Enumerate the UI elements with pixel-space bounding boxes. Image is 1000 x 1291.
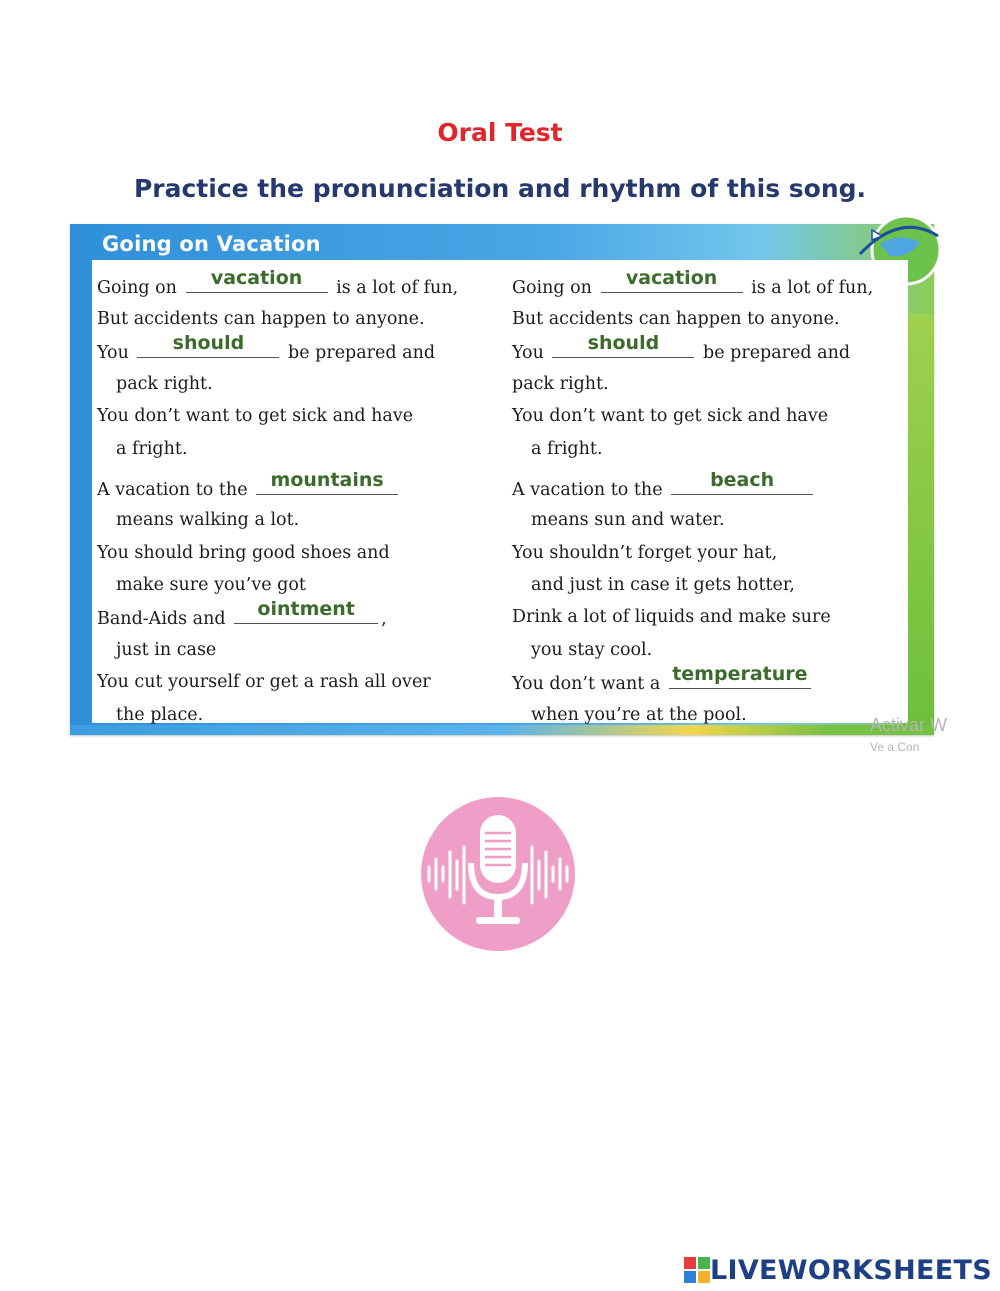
lyric-line: a fright. (116, 439, 188, 459)
answer-blank[interactable] (256, 469, 398, 495)
answer-blank[interactable] (234, 598, 378, 624)
answer-blank[interactable] (671, 469, 813, 495)
lyric-line: a fright. (531, 439, 603, 459)
liveworksheets-logo (684, 1250, 992, 1290)
lyric-line: You cut yourself or get a rash all over (97, 672, 431, 692)
song-panel (70, 224, 948, 754)
answer-text: beach (710, 469, 775, 491)
answer-text: mountains (270, 469, 384, 491)
answer-blank[interactable] (552, 332, 694, 358)
lyric-line: You don’t want to get sick and have (97, 406, 414, 426)
lyric-line: when you’re at the pool. (531, 705, 747, 725)
answer-blank[interactable] (186, 267, 328, 293)
answer-text: temperature (672, 663, 808, 685)
lyric-line: pack right. (116, 374, 213, 394)
lyric-line: You should bring good shoes and (97, 543, 390, 563)
lyric-line: You don’t want to get sick and have (512, 406, 829, 426)
lyric-line: Band-Aids and ointment , (97, 598, 387, 629)
watermark-subtext: Ve a Con (870, 740, 920, 754)
lyric-line: Going on vacation is a lot of fun, (512, 267, 874, 298)
song-lyrics (92, 260, 948, 754)
microphone-record-icon[interactable] (419, 797, 577, 951)
answer-text: should (587, 332, 660, 354)
logo-icon (684, 1257, 710, 1283)
lyric-line: A vacation to the mountains (97, 476, 401, 500)
lyric-line: Going on vacation is a lot of fun, (97, 267, 459, 298)
lyric-line: make sure you’ve got (116, 575, 306, 595)
page-title: Oral Test (437, 118, 563, 147)
answer-text: ointment (257, 598, 355, 620)
answer-text: vacation (210, 267, 303, 289)
lyric-line: But accidents can happen to anyone. (512, 309, 840, 329)
lyric-line: Drink a lot of liquids and make sure (512, 607, 831, 627)
lyric-line: just in case (116, 640, 217, 660)
lyric-line: You should be prepared and (97, 332, 436, 363)
lyric-line: pack right. (512, 374, 609, 394)
lyric-line: the place. (116, 705, 204, 725)
answer-text: should (172, 332, 245, 354)
answer-blank[interactable] (669, 663, 811, 689)
answer-text: vacation (625, 267, 718, 289)
lyric-line: You should be prepared and (512, 332, 851, 363)
answer-blank[interactable] (601, 267, 743, 293)
logo-text: LIVEWORKSHEETS (709, 1254, 992, 1286)
lyric-line: But accidents can happen to anyone. (97, 309, 425, 329)
lyric-line: means sun and water. (531, 510, 725, 530)
lyric-line: and just in case it gets hotter, (531, 575, 795, 595)
instructions: Practice the pronunciation and rhythm of this song. (133, 174, 867, 203)
lyric-line: means walking a lot. (116, 510, 300, 530)
lyric-line: you stay cool. (531, 640, 653, 660)
lyric-line: A vacation to the beach (512, 476, 816, 500)
song-title: Going on Vacation (102, 232, 321, 256)
answer-blank[interactable] (137, 332, 279, 358)
lyric-line: You shouldn’t forget your hat, (512, 543, 778, 563)
lyric-line: You don’t want a temperature (512, 670, 814, 694)
watermark-text: Activar W (870, 715, 948, 735)
